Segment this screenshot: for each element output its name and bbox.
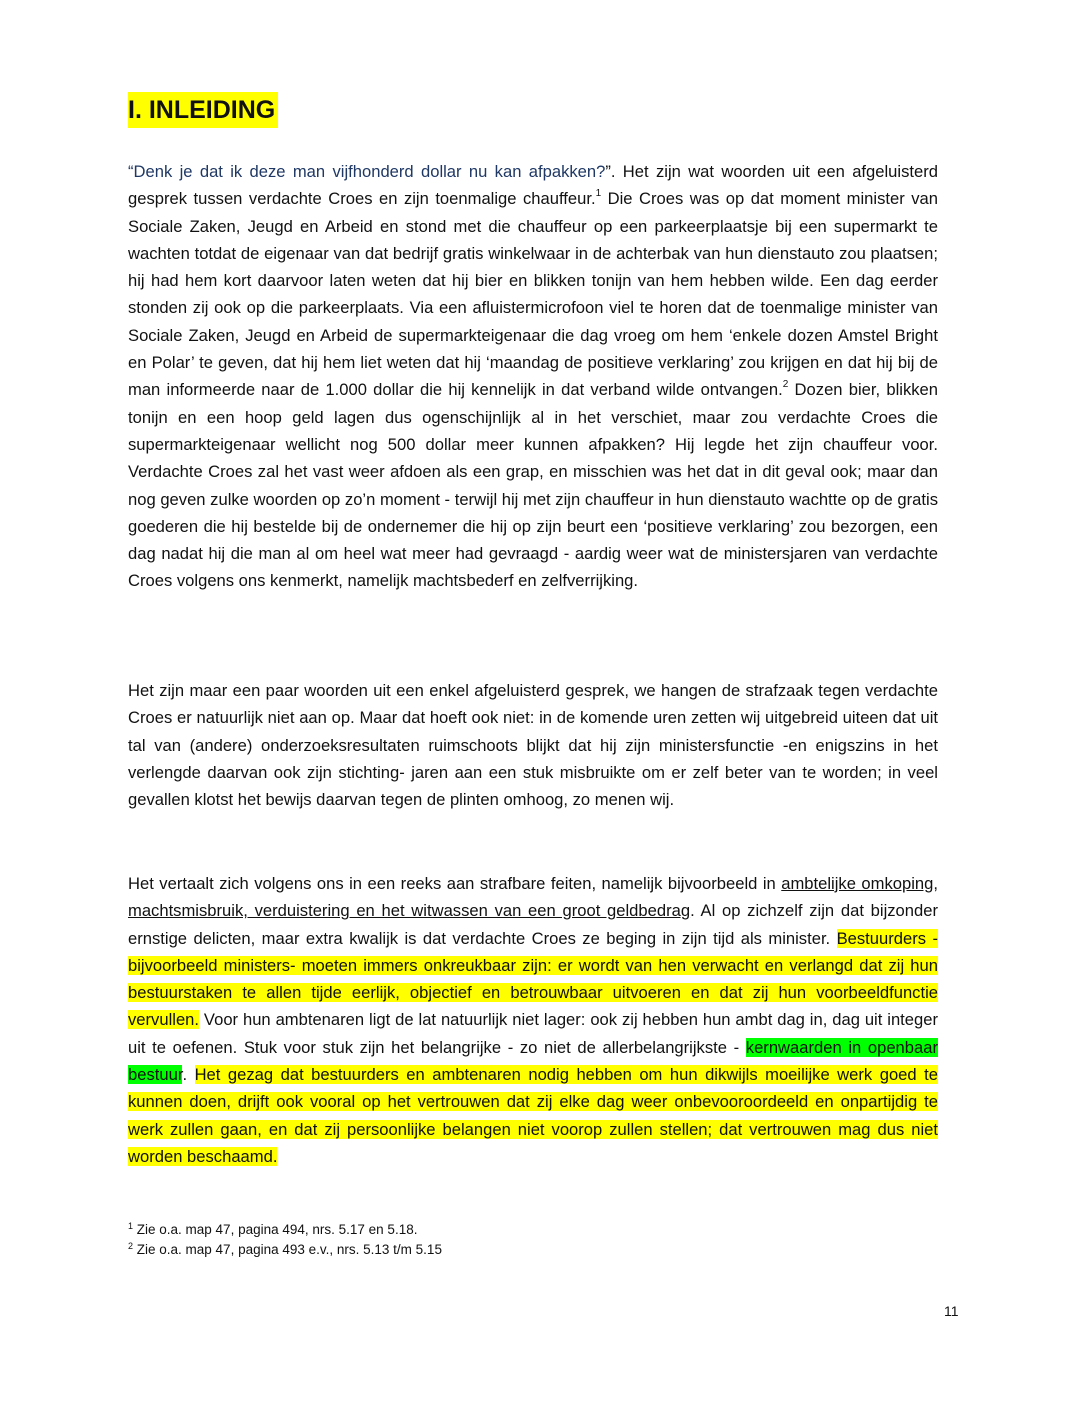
footnote-number: 2 [128, 1240, 134, 1251]
footnote-number: 1 [128, 1220, 134, 1231]
highlight-yellow-2: Het gezag dat bestuurders en ambtenaren nodig hebben om hun dikwijls moeilijke werk goed te kunnen doen, drijft ook vooral op het vertrouwen dat zij elke dag weer onbevooroordeeld en onpartijdig te werk zullen gaan, en dat zij persoonlijke belangen niet voorop zullen stellen; dat vertrouwen mag dus niet worden beschaamd. [128, 1065, 938, 1166]
paragraph-1-text-c: Dozen bier, blikken tonijn en een hoop geld lagen dus ogenschijnlijk al in het verschiet, maar zou verdachte Croes die supermarkteigenaar wellicht nog 500 dollar meer kunnen afpakken? Hij legde het zijn chauffeur voor. Verdachte Croes zal het vast weer afdoen als een grap, en misschien was het dat in dit geval ook; maar dan nog geven zulke woorden op zo’n moment - terwijl hij met zijn chauffeur in hun dienstauto wachtte op de gratis goederen die hij bestelde bij de ondernemer die hij op zijn beurt een ‘positieve verklaring’ zou bezorgen, een dag nadat hij die man al om heel wat meer had gevraagd - aardig weer wat de ministersjaren van verdachte Croes volgens ons kenmerkt, namelijk machtsbederf en zelfverrijking. [128, 380, 938, 591]
footnote-2 [128, 1240, 938, 1260]
footnote-text: Zie o.a. map 47, pagina 494, nrs. 5.17 en 5.18. [133, 1222, 418, 1237]
paragraph-1-text-b: Die Croes was op dat moment minister van Sociale Zaken, Jeugd en Arbeid en stond met die chauffeur op een parkeerplaatsje bij een supermarkt te wachten totdat de eigenaar van dat bedrijf gratis winkelwaar in de achterbak van hun dienstauto zou plaatsen; hij had hem kort daarvoor laten weten dat hij bier en blikken tonijn van hem hebben wilde. Een dag eerder stonden zij ook op die parkeerplaats. Via een afluistermicrofoon viel te horen dat de toenmalige minister van Sociale Zaken, Jeugd en Arbeid de supermarkteigenaar die dag vroeg om hem ‘enkele dozen Amstel Bright en Polar’ te geven, dat hij hem liet weten dat hij ‘maandag de positieve verklaring’ zou krijgen en dat hij bij de man informeerde naar de 1.000 dollar die hij kennelijk in dat verband wilde ontvangen. [128, 189, 938, 400]
highlight-yellow-1: Bestuurders -bijvoorbeeld ministers- moeten immers onkreukbaar zijn: er wordt van hen verwacht en verlangd dat zij hun bestuurstaken te allen tijde eerlijk, objectief en betrouwbaar uitvoeren en dat zij hun voorbeeldfunctie vervullen. [128, 928, 939, 1030]
section-heading: I. INLEIDING [128, 92, 278, 128]
footnote-ref-2: 2 [782, 378, 789, 390]
footnote-text: Zie o.a. map 47, pagina 493 e.v., nrs. 5.13 t/m 5.15 [133, 1242, 442, 1257]
quote-text: “Denk je dat ik deze man vijfhonderd dollar nu kan afpakken? [128, 162, 606, 181]
paragraph-3-text-b: . Al op zichzelf zijn dat bijzonder ernstige delicten, maar extra kwalijk is dat verdachte Croes ze beging in zijn tijd als minister. [128, 901, 938, 948]
paragraph-1 [128, 158, 938, 595]
paragraph-1-text-a: ”. Het zijn wat woorden uit een afgeluisterd gesprek tussen verdachte Croes en zijn toenmalige chauffeur. [128, 162, 938, 209]
paragraph-3-text-c: Voor hun ambtenaren ligt de lat natuurlijk niet lager: ook zij hebben hun ambt dag in, dag uit integer uit te oefenen. Stuk voor stuk zijn het belangrijke - zo niet de allerbelangrijkste - [128, 1010, 938, 1057]
footnotes [128, 1220, 938, 1260]
paragraph-3-text-d: . [182, 1065, 195, 1085]
footnote-1 [128, 1220, 938, 1240]
paragraph-2: Het zijn maar een paar woorden uit een enkel afgeluisterd gesprek, we hangen de strafzaak tegen verdachte Croes er natuurlijk niet aan op. Maar dat hoeft ook niet: in de komende uren zetten wij uitgebreid uiteen dat uit tal van (andere) onderzoeksresultaten ruimschoots blijkt dat hij zijn ministersfunctie -en enigszins in het verlengde daarvan ook zijn stichting- jaren aan een stuk misbruikte om er zelf beter van te worden; in veel gevallen klotst het bewijs daarvan tegen de plinten omhoog, zo menen wij. [128, 681, 938, 810]
paragraph-3 [128, 870, 938, 1170]
footnote-ref-1: 1 [595, 187, 602, 199]
underlined-offences: ambtelijke omkoping, machtsmisbruik, verduistering en het witwassen van een groot geldbedrag [128, 874, 938, 921]
highlight-green: kernwaarden in openbaar bestuur [128, 1037, 938, 1085]
page-number: 11 [944, 1303, 959, 1319]
paragraph-3-text-a: Het vertaalt zich volgens ons in een reeks aan strafbare feiten, namelijk bijvoorbeeld in [128, 874, 782, 893]
